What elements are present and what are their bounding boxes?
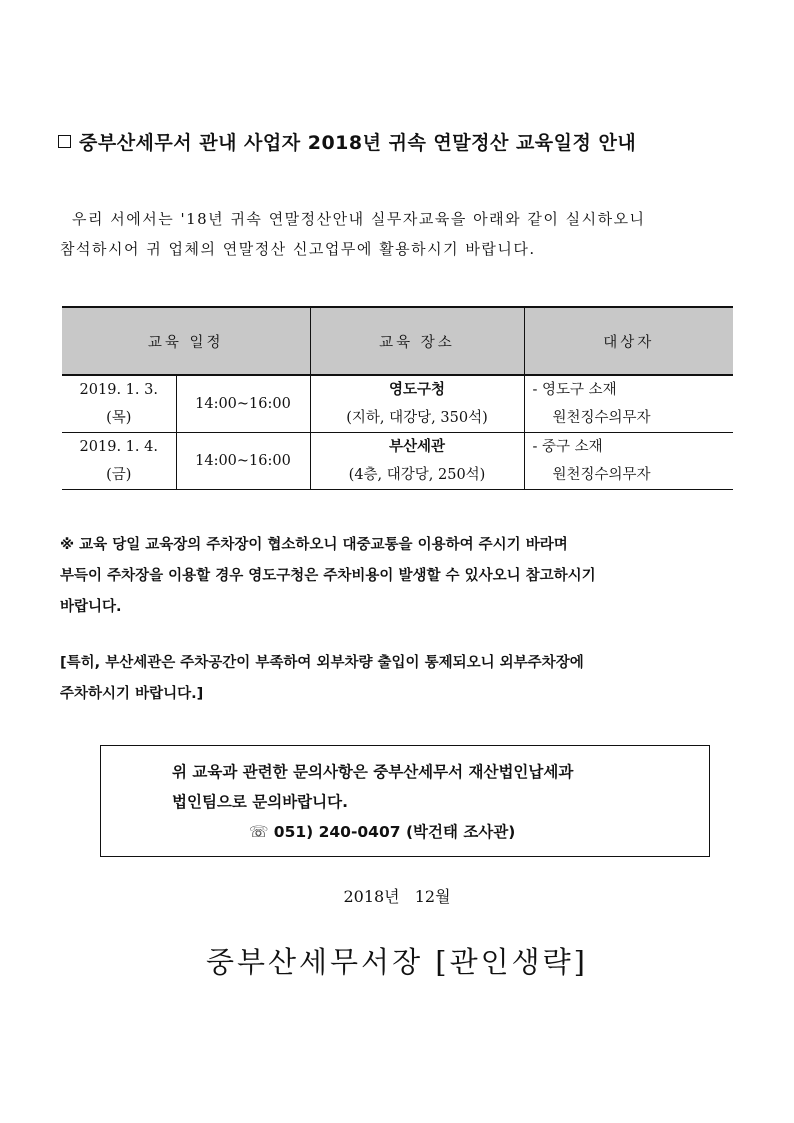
notice-line: [특히, 부산세관은 주차공간이 부족하여 외부차량 출입이 통제되오니 외부주차장에 — [60, 655, 584, 671]
cell-time: 14:00~16:00 — [176, 375, 310, 433]
notice-line: 부득이 주차장을 이용할 경우 영도구청은 주차비용이 발생할 수 있사오니 참고하시기 — [60, 568, 596, 584]
cell-day: (목) — [106, 410, 132, 426]
intro-line: 우리 서에서는 '18년 귀속 연말정산안내 실무자교육을 아래와 같이 실시하오니 — [72, 210, 646, 228]
table-row — [62, 404, 733, 433]
cell-place: 부산세관 — [310, 433, 524, 462]
cell-target: 원천징수의무자 — [524, 404, 733, 433]
notice-line: 바랍니다. — [60, 599, 122, 615]
contact-line: 위 교육과 관련한 문의사항은 중부산세무서 재산법인납세과 — [172, 763, 574, 781]
table-row — [62, 375, 733, 404]
cell-target: - 중구 소재 — [524, 433, 733, 462]
contact-phone: ☏ 051) 240-0407 (박건태 조사관) — [249, 823, 516, 841]
cell-target: 원천징수의무자 — [524, 461, 733, 490]
table-header-row — [62, 307, 733, 375]
table-row — [62, 433, 733, 462]
header-target: 대상자 — [524, 307, 733, 375]
customs-parking-notice — [60, 648, 740, 710]
intro-line: 참석하시어 귀 업체의 연말정산 신고업무에 활용하시기 바랍니다. — [60, 240, 536, 258]
cell-place-detail: (4층, 대강당, 250석) — [310, 461, 524, 490]
notice-line: ※ 교육 당일 교육장의 주차장이 협소하오니 대중교통을 이용하여 주시기 바라며 — [60, 537, 568, 553]
checkbox-square-icon — [58, 135, 71, 148]
cell-time: 14:00~16:00 — [176, 433, 310, 490]
issuer-signature: 중부산세무서장 [관인생략] — [205, 945, 588, 979]
intro-paragraph — [60, 204, 740, 264]
header-place: 교육 장소 — [310, 307, 524, 375]
contact-line: 법인팀으로 문의바랍니다. — [172, 793, 348, 811]
cell-date: 2019. 1. 4. — [62, 433, 176, 462]
cell-day: (금) — [62, 461, 176, 490]
cell-place: 영도구청 — [310, 375, 524, 404]
document-title: 중부산세무서 관내 사업자 2018년 귀속 연말정산 교육일정 안내 — [58, 128, 758, 155]
schedule-table — [62, 306, 733, 490]
cell-place-detail: (지하, 대강당, 350석) — [310, 404, 524, 433]
cell-date: 2019. 1. 3. — [79, 382, 158, 398]
cell-target: - 영도구 소재 — [524, 375, 733, 404]
table-row — [62, 461, 733, 490]
notice-line: 주차하시기 바랍니다.] — [60, 686, 204, 702]
contact-box — [100, 745, 710, 857]
parking-notice — [60, 530, 740, 623]
header-schedule: 교육 일정 — [62, 307, 310, 375]
document-date: 2018년 12월 — [343, 887, 451, 906]
